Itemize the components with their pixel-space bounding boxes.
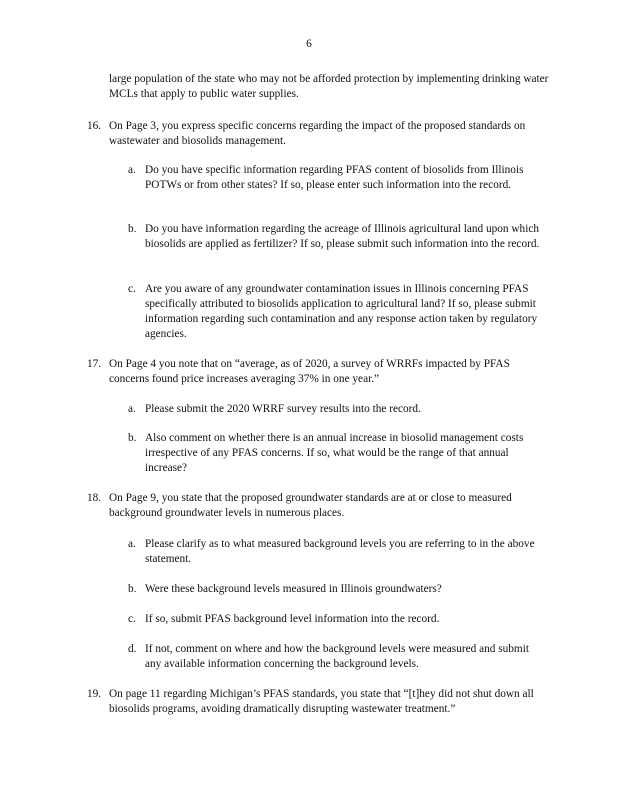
subquestion-text: If so, submit PFAS background level information into the record. [145,613,440,625]
question-16b [128,222,545,252]
question-16 [87,119,549,149]
question-text: On Page 4 you note that on “average, as of 2020, a survey of WRRFs impacted by PFAS concerns found price increases averaging 37% in one year.” [109,358,510,385]
subquestion-text: Please submit the 2020 WRRF survey results into the record. [145,403,421,415]
question-18a [128,537,545,567]
subquestion-text: Were these background levels measured in Illinois groundwaters? [145,583,442,595]
question-number: 18. [87,492,102,504]
subquestion-letter: b. [128,583,137,595]
question-number: 19. [87,688,102,700]
question-18b [128,582,545,597]
subquestion-letter: b. [128,223,137,235]
question-text: On page 11 regarding Michigan’s PFAS standards, you state that “[t]hey did not shut down all biosolids programs, avoiding dramatically disrupting wastewater treatment.” [109,688,534,715]
subquestion-text: Please clarify as to what measured background levels you are referring to in the above statement. [145,538,535,565]
subquestion-text: Are you aware of any groundwater contamination issues in Illinois concerning PFAS specifically attributed to biosolids application to agricultural land? If so, please submit information regarding such contamination and any response action taken by regulatory agencies. [145,283,538,340]
question-19 [87,687,549,717]
subquestion-text: If not, comment on where and how the background levels were measured and submit any available information concerning the background levels. [145,643,529,670]
subquestion-letter: c. [128,283,136,295]
continuation-paragraph: large population of the state who may not be afforded protection by implementing drinking water MCLs that apply to public water supplies. [109,73,549,100]
question-text: On Page 3, you express specific concerns regarding the impact of the proposed standards on wastewater and biosolids management. [109,120,526,147]
subquestion-text: Also comment on whether there is an annual increase in biosolid management costs irrespective of any PFAS concerns. If so, what would be the range of that annual increase? [145,432,524,474]
subquestion-letter: c. [128,613,136,625]
question-17a [128,402,545,417]
subquestion-letter: d. [128,643,137,655]
question-17 [87,357,549,387]
subquestion-text: Do you have information regarding the acreage of Illinois agricultural land upon which biosolids are applied as fertilizer? If so, please submit such information into the record. [145,223,540,250]
subquestion-letter: a. [128,538,136,550]
question-18d [128,642,545,672]
question-17b [128,431,545,476]
question-16c [128,282,545,342]
question-number: 17. [87,358,102,370]
subquestion-letter: a. [128,403,136,415]
subquestion-letter: b. [128,432,137,444]
question-18c [128,612,545,627]
subquestion-text: Do you have specific information regarding PFAS content of biosolids from Illinois POTWs or from other states? If so, please enter such information into the record. [145,164,524,191]
question-18 [87,491,549,521]
question-16a [128,163,545,193]
subquestion-letter: a. [128,164,136,176]
question-number: 16. [87,120,102,132]
question-text: On Page 9, you state that the proposed groundwater standards are at or close to measured background groundwater levels in numerous places. [109,492,512,519]
page-number: 6 [306,38,312,50]
